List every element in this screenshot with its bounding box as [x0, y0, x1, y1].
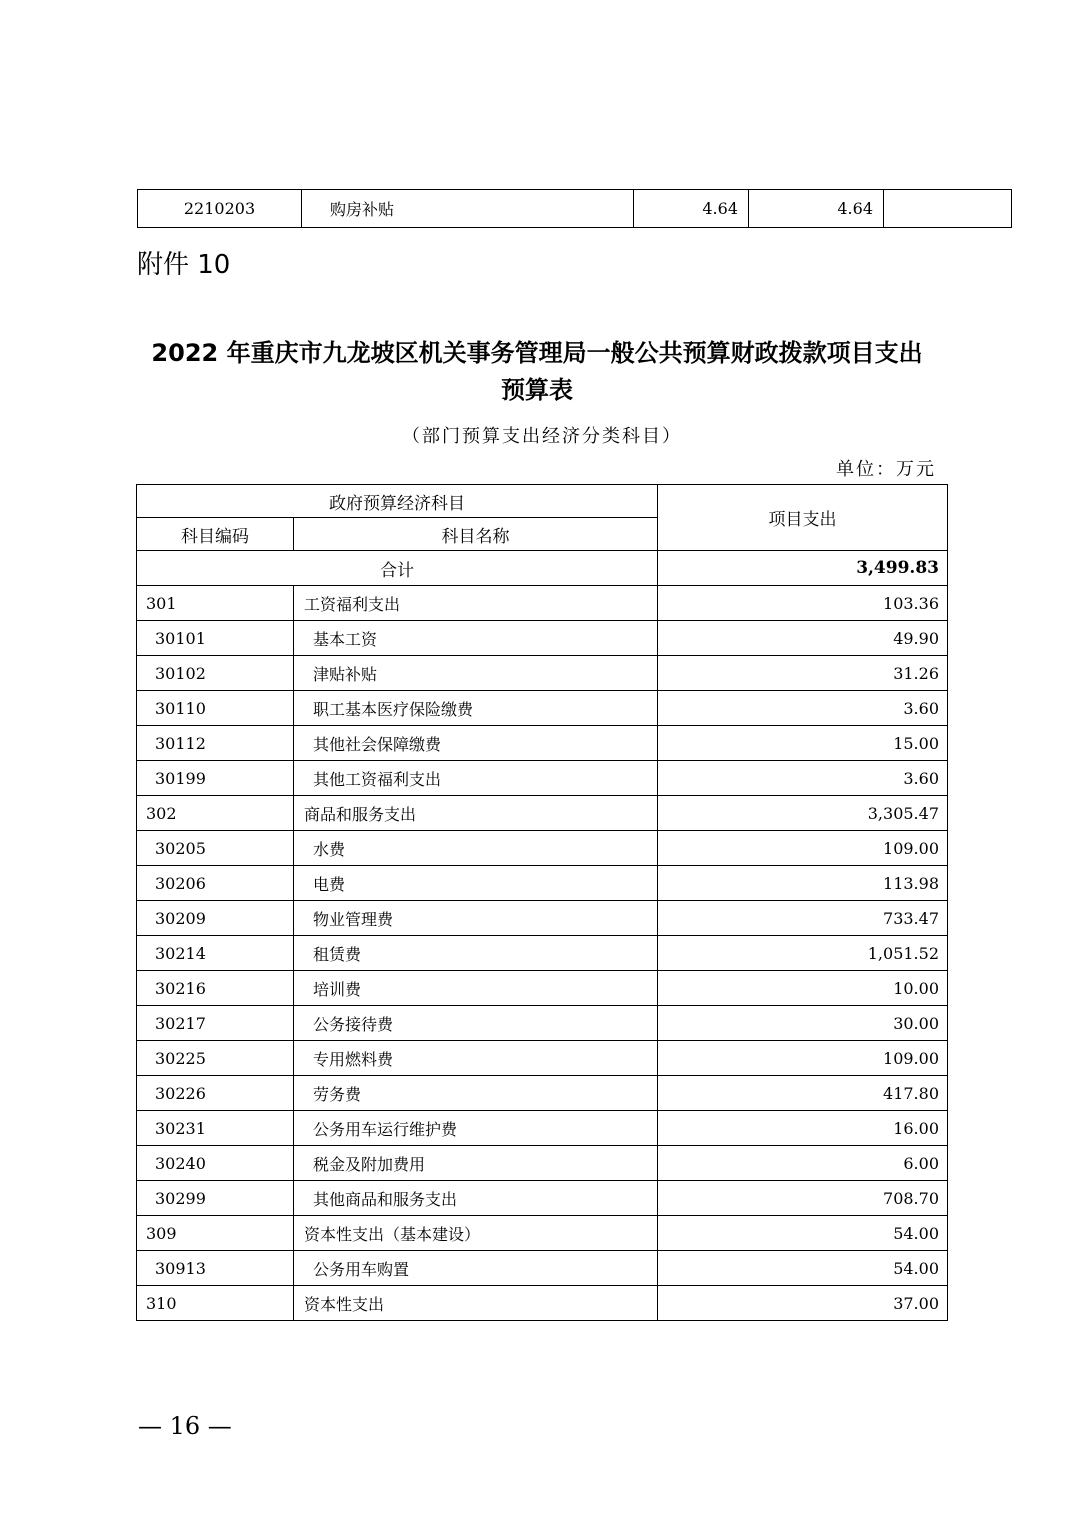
value-cell: 37.00 [658, 1286, 948, 1321]
table-row [137, 936, 948, 971]
header-group: 政府预算经济科目 [137, 485, 658, 518]
subtitle: （部门预算支出经济分类科目） [402, 426, 682, 447]
total-label: 合计 [137, 551, 658, 586]
name-cell: 工资福利支出 [294, 586, 658, 621]
value-cell: 10.00 [658, 971, 948, 1006]
header-row [137, 485, 948, 518]
code-cell: 30913 [137, 1251, 294, 1286]
table-row [137, 1146, 948, 1181]
code-cell: 310 [137, 1286, 294, 1321]
value-cell: 16.00 [658, 1111, 948, 1146]
name-cell: 公务接待费 [294, 1006, 658, 1041]
table-row [137, 691, 948, 726]
table-row [137, 831, 948, 866]
value-cell: 733.47 [658, 901, 948, 936]
code-cell: 30225 [137, 1041, 294, 1076]
table-row [137, 1286, 948, 1321]
name-cell: 其他工资福利支出 [294, 761, 658, 796]
table-row [137, 971, 948, 1006]
name-cell: 公务用车购置 [294, 1251, 658, 1286]
code-cell: 2210203 [138, 190, 302, 228]
value-cell: 4.64 [749, 190, 884, 228]
code-cell: 30240 [137, 1146, 294, 1181]
value-cell: 417.80 [658, 1076, 948, 1111]
code-cell: 30112 [137, 726, 294, 761]
value-cell: 3,305.47 [658, 796, 948, 831]
name-cell: 税金及附加费用 [294, 1146, 658, 1181]
code-cell: 301 [137, 586, 294, 621]
code-cell: 30299 [137, 1181, 294, 1216]
name-cell: 其他商品和服务支出 [294, 1181, 658, 1216]
name-cell: 购房补贴 [302, 190, 634, 228]
table-row [137, 726, 948, 761]
total-value: 3,499.83 [658, 551, 948, 586]
total-row [137, 551, 948, 586]
name-cell: 商品和服务支出 [294, 796, 658, 831]
code-cell: 30214 [137, 936, 294, 971]
table-row [137, 1216, 948, 1251]
value-cell: 15.00 [658, 726, 948, 761]
name-cell: 基本工资 [294, 621, 658, 656]
code-cell: 30216 [137, 971, 294, 1006]
page-number: — 16 — [138, 1412, 232, 1440]
table-row [137, 1111, 948, 1146]
value-cell: 31.26 [658, 656, 948, 691]
code-cell: 30217 [137, 1006, 294, 1041]
table-row [137, 1076, 948, 1111]
value-cell: 54.00 [658, 1251, 948, 1286]
name-cell: 劳务费 [294, 1076, 658, 1111]
value-cell: 103.36 [658, 586, 948, 621]
value-cell: 3.60 [658, 691, 948, 726]
name-cell: 津贴补贴 [294, 656, 658, 691]
table-row [137, 796, 948, 831]
code-cell: 30209 [137, 901, 294, 936]
name-cell: 资本性支出 [294, 1286, 658, 1321]
name-cell: 专用燃料费 [294, 1041, 658, 1076]
name-cell: 其他社会保障缴费 [294, 726, 658, 761]
name-cell: 职工基本医疗保险缴费 [294, 691, 658, 726]
table-row [137, 901, 948, 936]
code-cell: 30102 [137, 656, 294, 691]
value-cell: 49.90 [658, 621, 948, 656]
name-cell: 水费 [294, 831, 658, 866]
code-cell: 30199 [137, 761, 294, 796]
value-cell: 4.64 [634, 190, 749, 228]
page-title: 2022 年重庆市九龙坡区机关事务管理局一般公共预算财政拨款项目支出 [151, 339, 923, 367]
header-value: 项目支出 [658, 485, 948, 551]
value-cell: 109.00 [658, 1041, 948, 1076]
value-cell: 113.98 [658, 866, 948, 901]
code-cell: 30206 [137, 866, 294, 901]
carryover-table [137, 189, 1012, 228]
code-cell: 30231 [137, 1111, 294, 1146]
value-cell: 6.00 [658, 1146, 948, 1181]
table-row [137, 1041, 948, 1076]
value-cell: 1,051.52 [658, 936, 948, 971]
table-row [137, 1006, 948, 1041]
table-row [137, 1251, 948, 1286]
table-row [137, 866, 948, 901]
name-cell: 资本性支出（基本建设） [294, 1216, 658, 1251]
value-cell: 708.70 [658, 1181, 948, 1216]
name-cell: 租赁费 [294, 936, 658, 971]
value-cell [884, 190, 1012, 228]
code-cell: 302 [137, 796, 294, 831]
table-row [138, 190, 1012, 228]
header-code: 科目编码 [137, 518, 294, 551]
header-name: 科目名称 [294, 518, 658, 551]
code-cell: 30101 [137, 621, 294, 656]
code-cell: 30226 [137, 1076, 294, 1111]
attachment-label: 附件 10 [137, 250, 231, 280]
value-cell: 30.00 [658, 1006, 948, 1041]
code-cell: 309 [137, 1216, 294, 1251]
code-cell: 30205 [137, 831, 294, 866]
table-row [137, 761, 948, 796]
page-title-line2: 预算表 [501, 376, 573, 404]
table-row [137, 656, 948, 691]
unit-label: 单位：万元 [836, 459, 936, 480]
value-cell: 3.60 [658, 761, 948, 796]
value-cell: 109.00 [658, 831, 948, 866]
table-row [137, 621, 948, 656]
name-cell: 培训费 [294, 971, 658, 1006]
name-cell: 电费 [294, 866, 658, 901]
table-row [137, 1181, 948, 1216]
code-cell: 30110 [137, 691, 294, 726]
name-cell: 物业管理费 [294, 901, 658, 936]
value-cell: 54.00 [658, 1216, 948, 1251]
budget-table [136, 484, 948, 1321]
name-cell: 公务用车运行维护费 [294, 1111, 658, 1146]
table-row [137, 586, 948, 621]
